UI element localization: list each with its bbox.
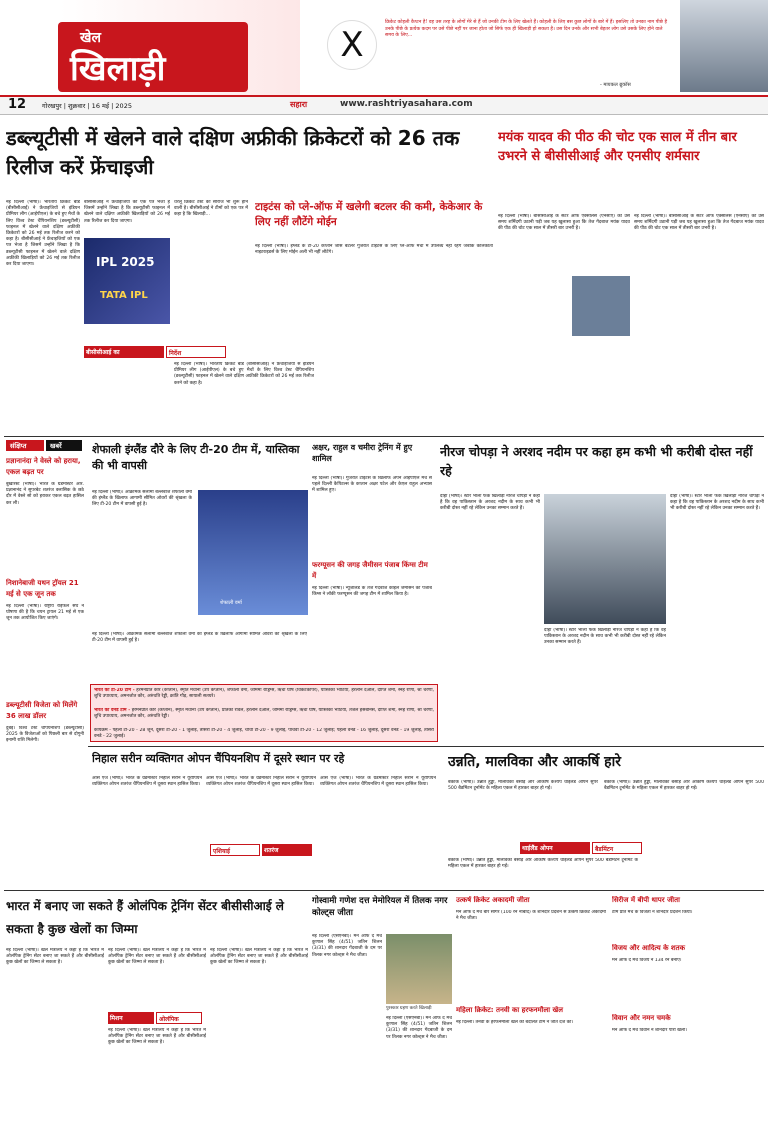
lead-body-col2: बीसीसीआई ने फ्रेंचाइजियों को एक पत्र भेजा है जिसमें उन्होंने लिखा है कि डब्ल्यूटीसी फाइनल में खेलने वाले दक्षिण अफ्रीकी खिलाड़ियों को 26 मई तक रिलीज कर दिया जाएगा। [84,200,170,224]
nihal-body-3: आस एंज (भाषा)। भारत के ग्रैंडमास्टर निहाल सरीन ने यूरोपियन व्यक्तिगत ओपन शतरंज चैंपियनशिप में दूसरा स्थान हासिल किया। [320,776,436,788]
sub-red-headline: टाइटंस को प्ले-ऑफ में खलेगी बटलर की कमी, केकेआर के लिए नहीं लौटेंगे मोईन [255,201,483,228]
site-url[interactable]: www.rashtriyasahara.com [340,99,473,109]
quote-author: - मायकल ब्रुकॉस [600,82,631,88]
squad-t20: भारत की टी-20 टीम - हरमनप्रीत कौर (कप्तान), स्मृति मंधाना (उप कप्तान), शेफाली वर्मा, जेमिमा रोड्रिग्स, ऋचा घोष (विकेटकीपर), यास्तिका भाटिया, हरलीन देओल, दीप्ति शर्मा, स्नेह राणा, श्री चरणी, शुचि उपाध्याय, अमनजोत कौर, अरुंधति रेड्डी, क्रांति गौड़, सायाली सतघरे। [94,688,434,700]
divider [4,436,764,437]
shefali-headline: शेफाली इंग्लैंड दौरे के लिए टी-20 टीम में, यास्तिका की भी वापसी [92,443,300,472]
tag-nirdesh: निर्देश [166,346,226,358]
olympic-body-3: नई दिल्ली (भाषा)। खेल मंत्रालय ने कहा है कि भारत में ओलंपिक ट्रेनिंग सेंटर बनाए जा सकते हैं और बीसीसीआई कुछ खेलों का जिम्मा ले सकता है। [108,1028,206,1046]
local-b2: नई दिल्ली। तनवी के हरफनमौला खेल की बदौलत टीम ने जीत दर्ज की। [456,1020,574,1025]
ipl-tag: IPL 2025 [96,255,155,269]
goswami-headline: गोस्वामी गणेश दत्त मेमोरियल में तिलक नगर कोल्ट्स जीता [312,896,448,918]
local-h1: उत्कर्ष क्रिकेट अकादमी जीता [456,896,530,904]
unnati-body-2: बैंकॉक (भाषा)। उन्नति हुड्डा, मालविका बंसोड़ और आकर्षि कश्यप थाईलैंड ओपन सुपर 500 बैडमिंटन टूर्नामेंट के महिला एकल में हारकर बाहर हो गईं। [448,858,638,870]
tag-thailand: थाईलैंड ओपन [520,842,590,854]
local-h3: सिरीज में बीपी थापर जीता [612,896,680,904]
mayank-headline: मयंक यादव की पीठ की चोट एक साल में तीन बार उभरने से बीसीसीआई और एनसीए शर्मसार [498,130,737,164]
mayank-body-1: नई दिल्ली (भाषा)। बीसीसीआई के सेंटर ऑफ एक्सीलेंस (एनसीए) को उस समय शर्मिंदगी उठानी पड़ी जब यह खुलासा हुआ कि तेज गेंदबाज मयंक यादव की पीठ की चोट एक साल में तीसरी बार उभरी है। [498,214,630,232]
shefali-caption: शेफाली वर्मा [220,600,242,606]
neeraj-body-3: दोहा (भाषा)। स्टार भाला फेंक खिलाड़ी नीरज चोपड़ा ने कहा है कि वह पाकिस्तान के अरशद नदीम के साथ कभी भी करीबी दोस्त नहीं रहे लेकिन उनका सम्मान करते हैं। [670,494,764,512]
sidebar-b1: बुखारेस्ट (भाषा)। भारत के ग्रैंडमास्टर आर. प्रज्ञानानंद ने सुपरबेट शतरंज क्लासिक के छठे दौर में वेस्ले सो को हराकर एकल बढ़त हासिल कर ली। [6,482,84,506]
tag-bcci: बीसीसीआई का [84,346,164,358]
masthead-quote: क्रिकेट कोहली कैप्टन है! वह उस तरह के लोगों मेरे से हैं जो उनकी टीम के लिए खेलते हैं। कोहली के लिए बस कुछ लोगों के बारे में हैं। इसलिए तो उनका नाम पीछे है उनके पीछे के प्रत्येक कदम पर उसे पीछे नहीं पर जाना होता जो सिर्फ एक ही खिलाड़ी हो सकता है। उस दिन उनके और सभी बेहतर लोग उसे उसके लिए होने वाले समय के लिए... [385,20,668,39]
ipl-brand: TATA IPL [100,290,148,301]
page-number: 12 [8,97,27,112]
local-b3: टीम प्रति मैच के विजेता ने शानदार प्रदर्शन किया। [612,910,693,915]
olympic-headline: भारत में बनाए जा सकते हैं ओलंपिक ट्रेनिंग सेंटर बीसीसीआई ले सकता है कुछ खेलों का जिम्मा [6,899,284,936]
divider [4,890,764,891]
shefali-body: नई दिल्ली (भाषा)। आक्रामक सलामी बल्लेबाज शेफाली वर्मा की इंग्लैंड के खिलाफ आगामी सीमित ओवरों की श्रृंखला के लिए टी-20 टीम में वापसी हुई है। [92,490,192,508]
shefali-body-2: नई दिल्ली (भाषा)। आक्रामक सलामी बल्लेबाज शेफाली वर्मा की इंग्लैंड के खिलाफ आगामी सीमित ओवरों की श्रृंखला के लिए टी-20 टीम में वापसी हुई है। [92,632,307,644]
brand-logo: सहारा [290,100,308,109]
portrait-photo [680,0,768,92]
section-logo-big: खिलाड़ी [70,49,166,89]
shefali-photo [198,490,308,615]
neeraj-body-2: दोहा (भाषा)। स्टार भाला फेंक खिलाड़ी नीरज चोपड़ा ने कहा है कि वह पाकिस्तान के अरशद नदीम के साथ कभी भी करीबी दोस्त नहीं रहे लेकिन उनका सम्मान करते हैं। [544,628,666,646]
tag-badminton: बैडमिंटन [592,842,642,854]
lead-body-col1: नई दिल्ली (भाषा)। भारतीय क्रिकेट बोर्ड (बीसीसीआई) ने फ्रेंचाइजियों से इंडियन प्रीमियर लीग (आईपीएल) के बचे हुए मैचों के लिए विश्व टेस्ट चैंपियनशिप (डब्ल्यूटीसी) फाइनल में खेलने वाले दक्षिण अफ्रीकी क्रिकेटरों को 26 मई तक रिलीज करने को कहा है। बीसीसीआई ने फ्रेंचाइजियों को एक पत्र भेजा है जिसमें उन्होंने लिखा है कि डब्ल्यूटीसी फाइनल में खेलने वाले दक्षिण अफ्रीकी खिलाड़ियों को 26 मई तक रिलीज कर दिया जाएगा। [6,200,80,268]
goswami-body-1: नई दिल्ली (एसएनबी)। मैन ऑफ द मैच कुणाल सिंह (4/51) जतिन शिलन (3/31) की शानदार गेंदबाजी के दम पर तिलक नगर कोल्ट्स ने मैच जीता। [312,934,382,958]
dateline-text: गोरखपुर | शुक्रवार | 16 मई | 2025 [42,102,132,110]
local-b4: मैन ऑफ द मैच विजय ने 134 रन बनाए। [612,958,682,963]
olympic-body-1: नई दिल्ली (भाषा)। खेल मंत्रालय ने कहा है कि भारत में ओलंपिक ट्रेनिंग सेंटर बनाए जा सकते हैं और बीसीसीआई कुछ खेलों का जिम्मा ले सकता है। [6,948,104,966]
olympic-body-2: नई दिल्ली (भाषा)। खेल मंत्रालय ने कहा है कि भारत में ओलंपिक ट्रेनिंग सेंटर बनाए जा सकते हैं और बीसीसीआई कुछ खेलों का जिम्मा ले सकता है। [108,948,206,966]
tag-mission: मिशन [108,1012,154,1024]
lead-headline: डब्ल्यूटीसी में खेलने वाले दक्षिण अफ्रीकी क्रिकेटरों को 26 तक रिलीज करें फ्रेंचाइजी [6,126,460,179]
local-b1: मैन ऑफ द मैच बीर सागर (100 रन नाबाद) के शानदार प्रदर्शन से उत्कर्ष क्रिकेट अकादमी ने मैच जीता। [456,910,606,922]
squad-schedule: कार्यक्रम - पहला टी-20 - 28 जून, दूसरा टी-20 - 1 जुलाई, तीसरा टी-20 - 4 जुलाई, चौथा टी-20 - 9 जुलाई, पांचवां टी-20 - 12 जुलाई; पहला वनडे - 16 जुलाई, दूसरा वनडे - 19 जुलाई, तीसरा वनडे - 22 जुलाई। [94,728,434,740]
local-h4: विजय और आदित्य के शतक [612,944,686,952]
divider [88,746,764,747]
unnati-headline: उन्नति, मालविका और आकर्षि हारे [448,754,621,770]
local-h2: महिला क्रिकेट: तनवी का हरफनमौला खेल [456,1006,564,1014]
x-logo-icon: X [327,20,377,70]
tag-asian: एशियाई [210,844,260,856]
olympic-body-4: नई दिल्ली (भाषा)। खेल मंत्रालय ने कहा है कि भारत में ओलंपिक ट्रेनिंग सेंटर बनाए जा सकते हैं और बीसीसीआई कुछ खेलों का जिम्मा ले सकता है। [210,948,308,966]
goswami-photo [386,934,452,1004]
unnati-body-3: बैंकॉक (भाषा)। उन्नति हुड्डा, मालविका बंसोड़ और आकर्षि कश्यप थाईलैंड ओपन सुपर 500 बैडमिंटन टूर्नामेंट के महिला एकल में हारकर बाहर हो गईं। [604,780,764,792]
ipl-logo-photo [84,238,170,324]
akshar-body: नई दिल्ली (भाषा)। गुजरात टाइटंस के खिलाफ अपने आईपीएल मैच से पहले दिल्ली कैपिटल्स के कप्तान अक्षर पटेल और केएल राहुल अभ्यास में शामिल हुए। [312,476,432,494]
goswami-caption: पुरस्कार ग्रहण करते खिलाड़ी [386,1006,432,1011]
sidebar-h1: प्रज्ञानानंदा ने वेस्ले को हराया, एकल बढ़त पर [6,457,81,476]
local-h5: विवान और नमन चमके [612,1014,671,1022]
sidebar-h2: निशानेबाजी यथन ट्रॉयल 21 मई से एक जून तक [6,579,79,598]
sidebar-b3: दुबई। विश्व टेस्ट चैंपियनशिप (डब्ल्यूटीसी) 2025 के विजेताओं को पिछली बार से दोगुनी इनामी राशि मिलेगी। [6,726,84,744]
sidebar-h3: डब्ल्यूटीसी विजेता को मिलेंगे 36 लाख डॉलर [6,701,78,720]
squad-odi: भारत की वनडे टीम - हरमनप्रीत कौर (कप्तान), स्मृति मंधाना (उप कप्तान), प्रतिका रावल, हरलीन देओल, जेमिमा रोड्रिग्स, ऋचा घोष, यास्तिका भाटिया, तेजल हसबनिस, दीप्ति शर्मा, स्नेह राणा, श्री चरणी, शुचि उपाध्याय, अमनजोत कौर, अरुंधति रेड्डी। [94,708,434,720]
unnati-body-1: बैंकॉक (भाषा)। उन्नति हुड्डा, मालविका बंसोड़ और आकर्षि कश्यप थाईलैंड ओपन सुपर 500 बैडमिंटन टूर्नामेंट के महिला एकल में हारकर बाहर हो गईं। [448,780,598,792]
local-b5: मैन ऑफ द मैच विवान ने शानदार पारी खेली। [612,1028,687,1033]
mayank-photo [572,276,630,336]
akshar-b2: नई दिल्ली (भाषा)। न्यूजीलैंड के तेज गेंदबाज काइल जैमीसन को पंजाब किंग्स ने लॉकी फरग्यूसन की जगह टीम में शामिल किया है। [312,586,432,598]
lead-body-col4: नई दिल्ली (भाषा)। भारतीय क्रिकेट बोर्ड (बीसीसीआई) ने फ्रेंचाइजियों से इंडियन प्रीमियर लीग (आईपीएल) के बचे हुए मैचों के लिए विश्व टेस्ट चैंपियनशिप (डब्ल्यूटीसी) फाइनल में खेलने वाले दक्षिण अफ्रीकी क्रिकेटरों को 26 मई तक रिलीज करने को कहा है। [174,362,314,386]
goswami-body-2: नई दिल्ली (एसएनबी)। मैन ऑफ द मैच कुणाल सिंह (4/51) जतिन शिलन (3/31) की शानदार गेंदबाजी के दम पर तिलक नगर कोल्ट्स ने मैच जीता। [386,1016,452,1040]
sidebar-b2: नई दिल्ली (भाषा)। राष्ट्रीय राइफल संघ ने घोषणा की है कि चयन ट्रायल 21 मई से एक जून तक आयोजित किए जाएंगे। [6,604,84,622]
sidebar-tag-2: खबरें [46,440,82,451]
nihal-headline: निहाल सरीन व्यक्तिगत ओपन चैंपियनशिप में दूसरे स्थान पर रहे [92,752,345,765]
sub-red-body: नई दिल्ली (भाषा)। इंग्लैंड के टी-20 कप्तान जोस बटलर गुजरात टाइटंस के लिए प्ले-ऑफ मैचों में उपलब्ध नहीं रहेंगे जबकि कोलकाता नाइटराइडर्स के लिए मोईन अली भी नहीं लौटेंगे। [255,244,493,256]
sidebar-tag-1: संक्षिप्त [6,440,44,451]
neeraj-photo [544,494,666,624]
section-logo-small: खेल [80,30,101,46]
tag-chess: शतरंज [262,844,312,856]
nihal-body-1: आस एंज (भाषा)। भारत के ग्रैंडमास्टर निहाल सरीन ने यूरोपियन व्यक्तिगत ओपन शतरंज चैंपियनशिप में दूसरा स्थान हासिल किया। [92,776,202,788]
mayank-body-2: नई दिल्ली (भाषा)। बीसीसीआई के सेंटर ऑफ एक्सीलेंस (एनसीए) को उस समय शर्मिंदगी उठानी पड़ी जब यह खुलासा हुआ कि तेज गेंदबाज मयंक यादव की पीठ की चोट एक साल में तीसरी बार उभरी है। [634,214,764,232]
nihal-body-2: आस एंज (भाषा)। भारत के ग्रैंडमास्टर निहाल सरीन ने यूरोपियन व्यक्तिगत ओपन शतरंज चैंपियनशिप में दूसरा स्थान हासिल किया। [206,776,316,788]
neeraj-headline: नीरज चोपड़ा ने अरशद नदीम पर कहा हम कभी भी करीबी दोस्त नहीं रहे [440,444,753,478]
neeraj-body-1: दोहा (भाषा)। स्टार भाला फेंक खिलाड़ी नीरज चोपड़ा ने कहा है कि वह पाकिस्तान के अरशद नदीम के साथ कभी भी करीबी दोस्त नहीं रहे लेकिन उनका सम्मान करते हैं। [440,494,540,512]
akshar-headline: अक्षर, राहुल व चमीरा ट्रेनिंग में हुए शामिल [312,443,413,463]
akshar-h2: फरग्यूसन की जगह जैमीसन पंजाब किंग्स टीम में [312,561,428,580]
lead-body-col3: धरेलू क्रिकेट टेस्ट की सीरीज भी शुरू होने वाली है। बीसीसीआई ने टीमों को एक पत्र में कहा है कि खिलाड़ी... [174,200,248,218]
tag-olympic: ओलंपिक [156,1012,202,1024]
